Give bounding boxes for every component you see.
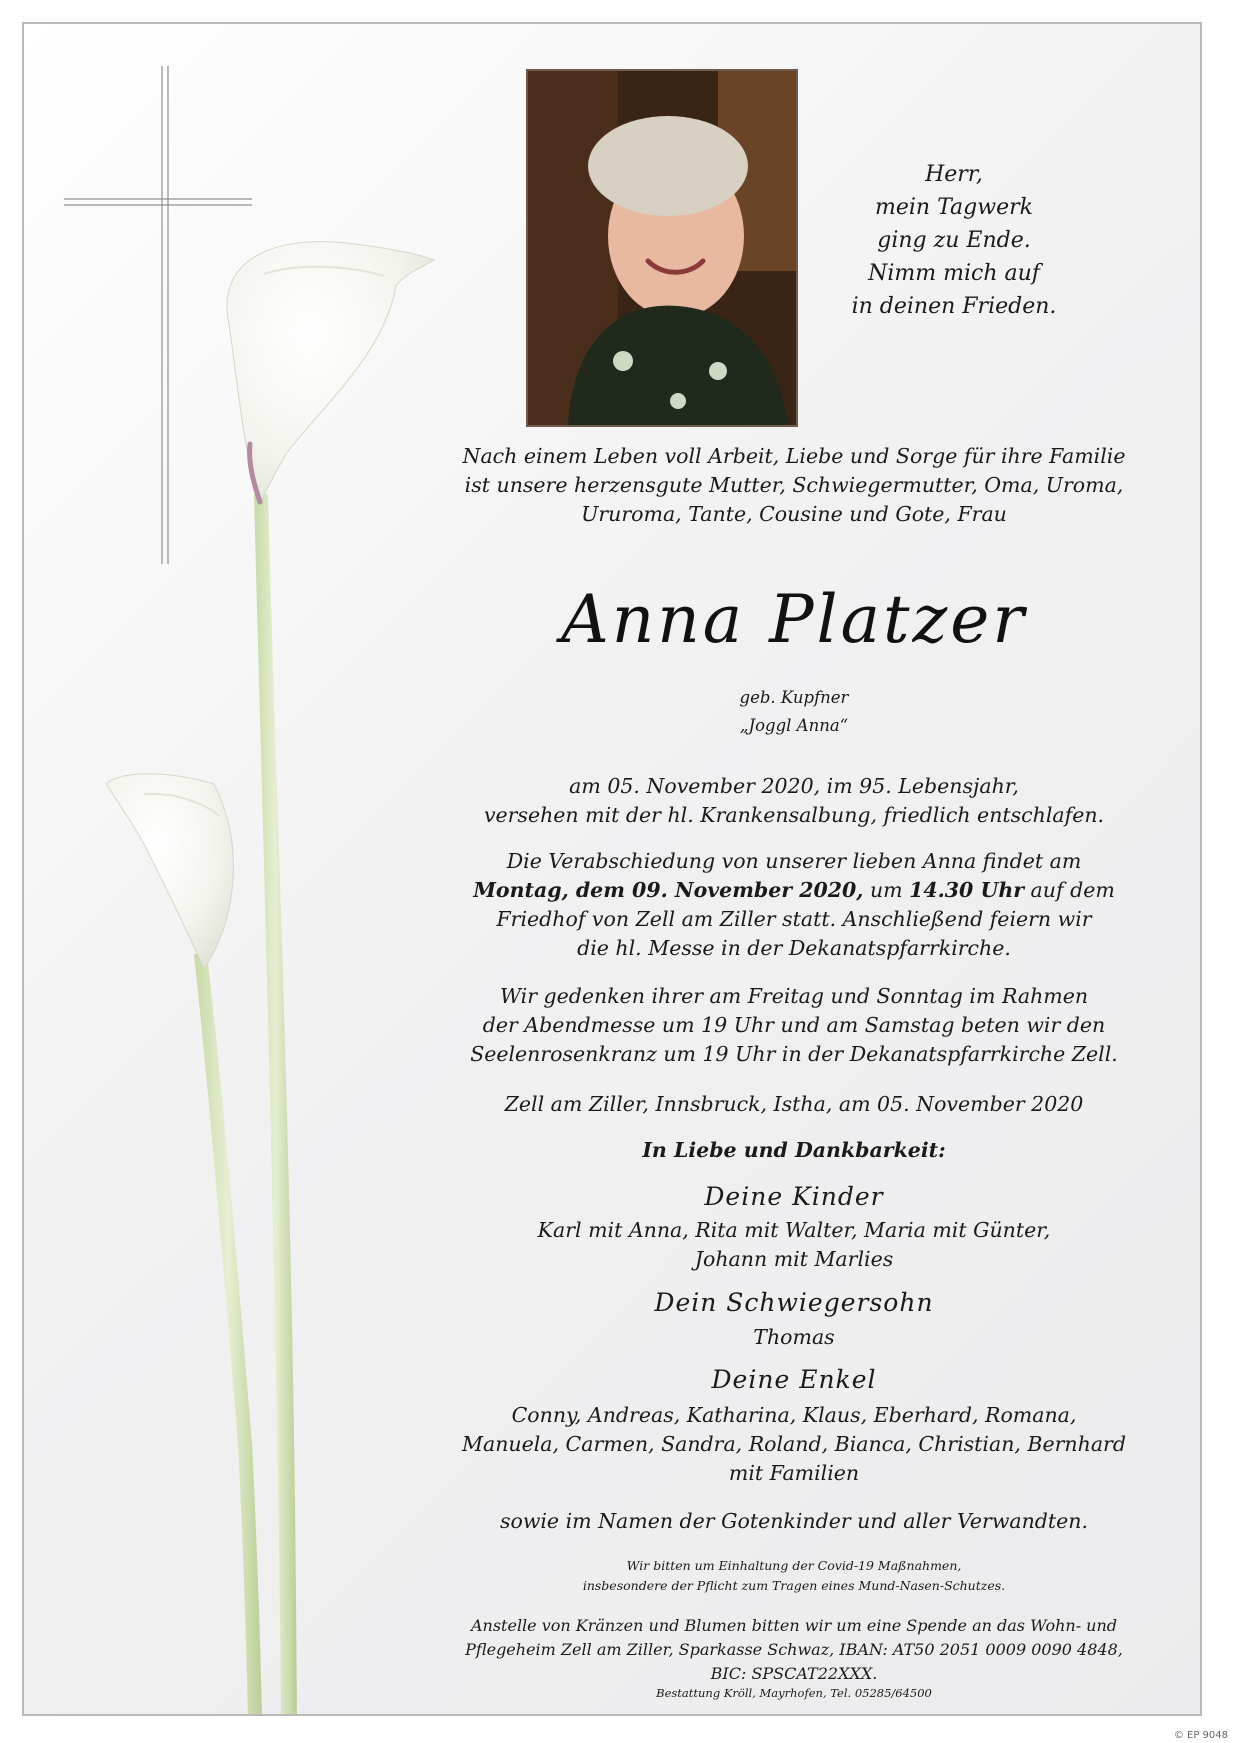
intro-text: Nach einem Leben voll Arbeit, Liebe und Sorge für ihre Familie ist unsere herzensgute Mutter, Schwiegermutter, Oma, Uroma, Ururoma, Tante, Cousine und Gote, Frau bbox=[462, 444, 1126, 526]
mourner-group-names: Thomas bbox=[753, 1325, 835, 1349]
portrait-photo bbox=[526, 69, 798, 427]
farewell-date: Montag, dem 09. November 2020, bbox=[473, 878, 864, 902]
deceased-details bbox=[444, 684, 1144, 740]
mourner-group-title: Dein Schwiegersohn bbox=[654, 1288, 934, 1317]
deceased-name: Anna Platzer bbox=[561, 581, 1027, 658]
birth-name: geb. Kupfner bbox=[739, 688, 849, 707]
mourner-group-names: Karl mit Anna, Rita mit Walter, Maria mit Günter, Johann mit Marlies bbox=[537, 1218, 1051, 1271]
nickname: „Joggl Anna“ bbox=[739, 716, 849, 735]
motto-verse: Herr, mein Tagwerk ging zu Ende. Nimm mich auf in deinen Frieden. bbox=[851, 162, 1057, 319]
death-notice: am 05. November 2020, im 95. Lebensjahr, versehen mit der hl. Krankensalbung, friedlich entschlafen. bbox=[483, 774, 1105, 827]
lily-flower-small bbox=[106, 774, 233, 969]
lily-flower-tall bbox=[227, 242, 434, 504]
place-date: Zell am Ziller, Innsbruck, Istha, am 05. November 2020 bbox=[504, 1092, 1084, 1116]
farewell-info: Die Verabschiedung von unserer lieben Anna findet am Montag, dem 09. November 2020, um 14.30 Uhr auf dem Friedhof von Zell am Ziller statt. Anschließend feiern wir die hl. Messe in der Dekanatspfarrkirche. bbox=[473, 849, 1115, 960]
thanks-heading: In Liebe und Dankbarkeit: bbox=[642, 1138, 946, 1162]
remembrance-info: Wir gedenken ihrer am Freitag und Sonntag im Rahmen der Abendmesse um 19 Uhr und am Samstag beten wir den Seelenrosenkranz um 19 Uhr in der Dekanatspfarrkirche Zell. bbox=[470, 984, 1118, 1066]
lily-artwork bbox=[24, 24, 484, 1716]
closing-line: sowie im Namen der Gotenkinder und aller Verwandten. bbox=[499, 1509, 1089, 1533]
undertaker-info: Bestattung Kröll, Mayrhofen, Tel. 05285/64500 bbox=[656, 1686, 932, 1700]
farewell-time: 14.30 Uhr bbox=[909, 878, 1025, 902]
lily-stem-tall bbox=[254, 494, 297, 1716]
portrait-image bbox=[528, 71, 796, 425]
lily-stem-short bbox=[194, 954, 262, 1716]
covid-note: Wir bitten um Einhaltung der Covid-19 Maßnahmen, insbesondere der Pflicht zum Tragen eines Mund-Nasen-Schutzes. bbox=[582, 1558, 1006, 1593]
mourner-group-names: Conny, Andreas, Katharina, Klaus, Eberhard, Romana, Manuela, Carmen, Sandra, Roland, Bianca, Christian, Bernhard mit Familien bbox=[462, 1403, 1126, 1485]
cross-icon bbox=[64, 66, 252, 564]
mourner-group-title: Deine Enkel bbox=[711, 1365, 877, 1394]
template-code: © EP 9048 bbox=[1173, 1730, 1228, 1741]
mourner-group-title: Deine Kinder bbox=[704, 1182, 884, 1211]
obituary-card bbox=[22, 22, 1202, 1716]
donation-note: Anstelle von Kränzen und Blumen bitten wir um eine Spende an das Wohn- und Pflegeheim Zell am Ziller, Sparkasse Schwaz, IBAN: AT50 2051 0009 0090 4848, BIC: SPSCAT22XXX. bbox=[465, 1616, 1123, 1683]
